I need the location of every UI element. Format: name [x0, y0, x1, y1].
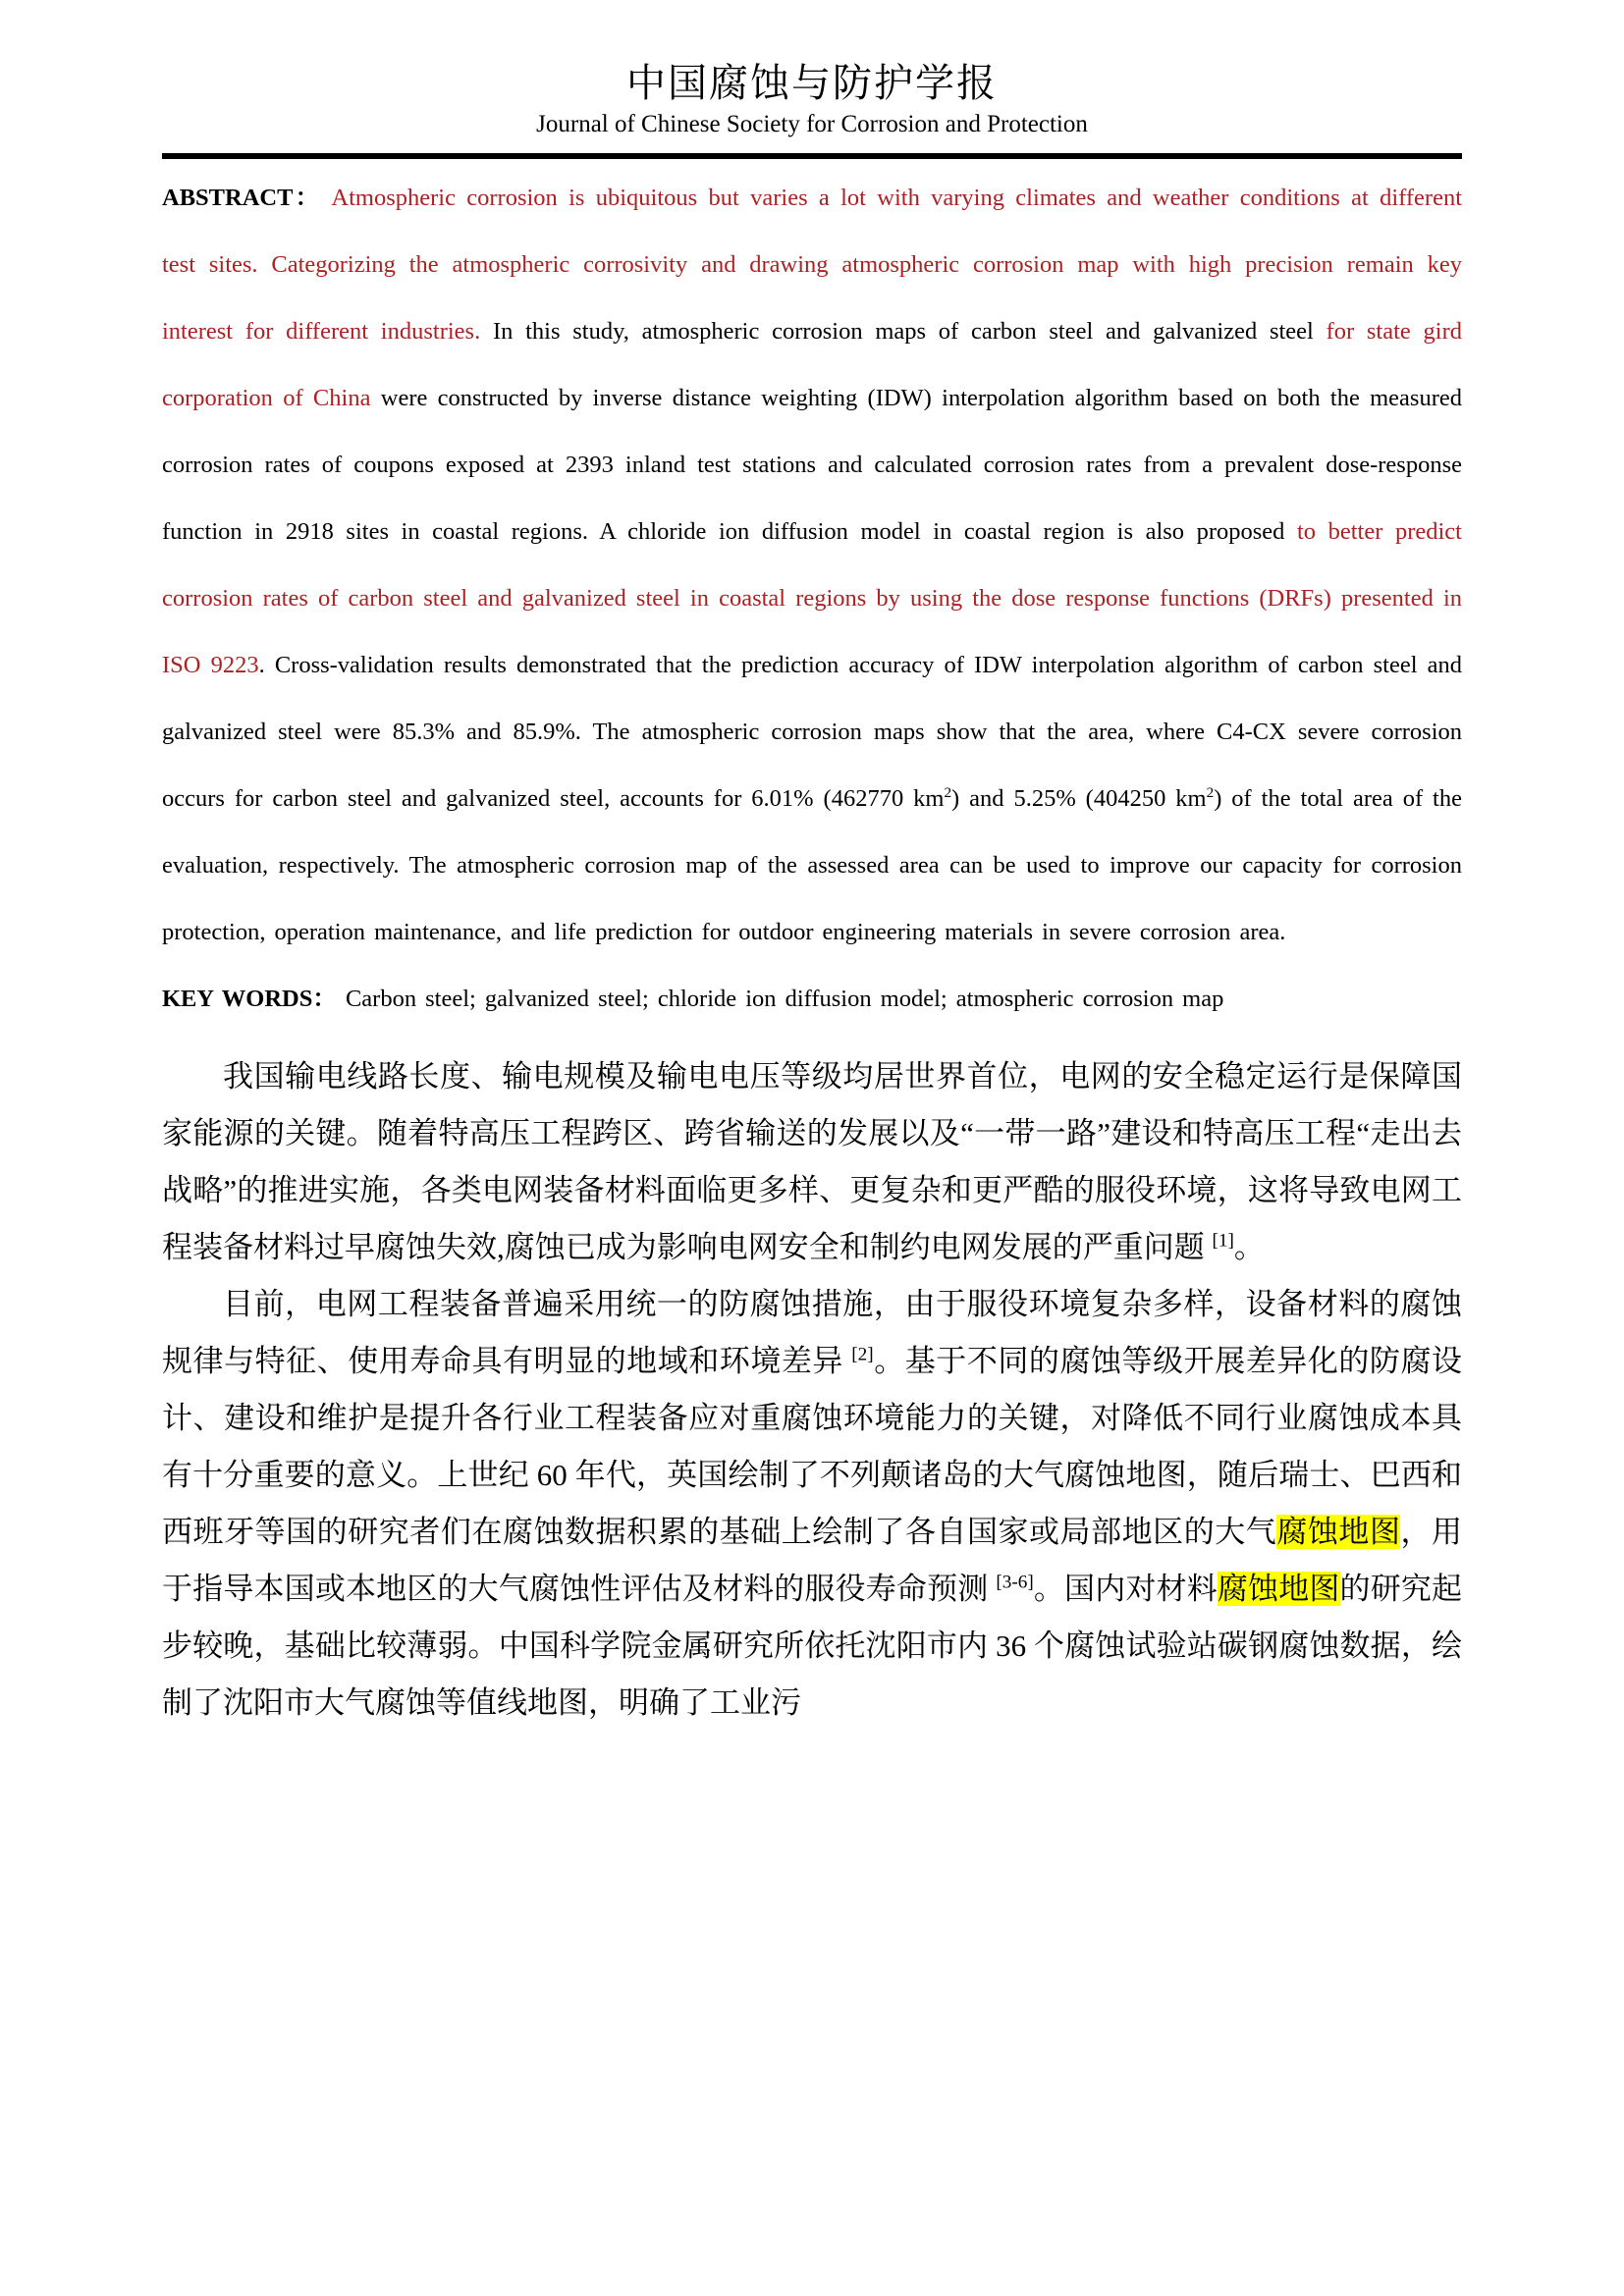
abstract-label-colon: ： — [293, 185, 322, 211]
abstract-paragraph — [162, 165, 1462, 966]
highlighted-text-run: 腐蚀地图 — [1276, 1515, 1401, 1549]
text-run: 。基于不同的腐蚀等级开展差异化的防腐设计、建设和维护是提升各行业工程装备应对重腐蚀环境能力的关键，对降低不同行业腐蚀成本具有十分重要的意义。上世纪 60 年代，英国绘制了不列颠诸岛的大气腐蚀地图，随后瑞士、巴西和西班牙等国的研究者们在腐蚀数据积累的基础上绘制了各自国家或局部地区的大气 — [162, 1344, 1463, 1549]
body-text-section — [162, 1048, 1462, 1732]
citation-superscript: 2 — [944, 783, 952, 801]
text-run: 的研究起步较晚，基础比较薄弱。中国科学院金属研究所依托沈阳市内 36 个腐蚀试验站碳钢腐蚀数据，绘制了沈阳市大气腐蚀等值线地图，明确了工业污 — [162, 1572, 1463, 1720]
citation-superscript: [2] — [851, 1344, 874, 1365]
body-paragraph-2 — [162, 1276, 1462, 1732]
keywords-text: Carbon steel; galvanized steel; chloride ion diffusion model; atmospheric corrosion map — [345, 986, 1224, 1012]
abstract-label — [162, 185, 321, 211]
text-run: 。国内对材料 — [1033, 1572, 1218, 1606]
citation-superscript: [1] — [1212, 1230, 1234, 1252]
header-divider-rule — [162, 153, 1462, 159]
red-text-run: for state gird corporation of China — [162, 318, 1463, 411]
citation-superscript: 2 — [1206, 783, 1215, 801]
text-run: . Cross-validation results demonstrated that the prediction accuracy of IDW interpolation algorithm of carbon steel and galvanized steel were 85.3% and 85.9%. The atmospheric corrosion maps show that the area, where C4-CX severe corrosion occurs for carbon steel and galvanized steel, accounts for 6.01% (462770 km — [162, 652, 1463, 812]
text-run: were constructed by inverse distance weighting (IDW) interpolation algorithm based on both the measured corrosion rates of coupons exposed at 2393 inland test stations and calculated corrosion rates from a prevalent dose-response function in 2918 sites in coastal regions. A chloride ion diffusion model in coastal region is also proposed — [162, 385, 1462, 545]
text-run: In this study, atmospheric corrosion maps of carbon steel and galvanized steel — [480, 318, 1326, 345]
journal-subtitle-en: Journal of Chinese Society for Corrosion and Protection — [536, 111, 1088, 137]
journal-title-cn: 中国腐蚀与防护学报 — [626, 61, 998, 105]
keywords-label-text: KEY WORDS — [162, 986, 313, 1012]
red-text-run: Atmospheric corrosion is ubiquitous but varies a lot with varying climates and weather conditions at different test sites. Categorizing the atmospheric corrosivity and drawing atmospheric corrosion map with high precision remain key interest for different industries. — [162, 185, 1463, 345]
keywords-label-colon: ： — [312, 986, 337, 1012]
red-text-run: to better predict corrosion rates of carbon steel and galvanized steel in coastal regions by using the dose response functions (DRFs) presented in ISO 9223 — [162, 518, 1462, 678]
keywords-label — [162, 986, 337, 1012]
page-header — [162, 61, 1462, 159]
body-paragraph-1 — [162, 1048, 1462, 1276]
text-run: 。 — [1233, 1230, 1265, 1264]
keywords-paragraph — [162, 966, 1462, 1033]
text-run: 目前，电网工程装备普遍采用统一的防腐蚀措施，由于服役环境复杂多样，设备材料的腐蚀规律与特征、使用寿命具有明显的地域和环境差异 — [162, 1287, 1462, 1378]
abstract-text-runs — [162, 185, 1462, 945]
citation-superscript: [3-6] — [996, 1572, 1034, 1593]
text-run: ) of the total area of the evaluation, respectively. The atmospheric corrosion map of the assessed area can be used to improve our capacity for corrosion protection, operation maintenance, and life prediction for outdoor engineering materials in severe corrosion area. — [162, 785, 1462, 945]
abstract-label-text: ABSTRACT — [162, 185, 294, 211]
text-run: ，用于指导本国或本地区的大气腐蚀性评估及材料的服役寿命预测 — [162, 1515, 1463, 1606]
text-run: ) and 5.25% (404250 km — [951, 785, 1207, 812]
highlighted-text-run: 腐蚀地图 — [1217, 1572, 1340, 1606]
text-run: 我国输电线路长度、输电规模及输电电压等级均居世界首位，电网的安全稳定运行是保障国家能源的关键。随着特高压工程跨区、跨省输送的发展以及“一带一路”建设和特高压工程“走出去战略”的推进实施，各类电网装备材料面临更多样、更复杂和更严酷的服役环境，这将导致电网工程装备材料过早腐蚀失效,腐蚀已成为影响电网安全和制约电网发展的严重问题 — [162, 1059, 1462, 1264]
